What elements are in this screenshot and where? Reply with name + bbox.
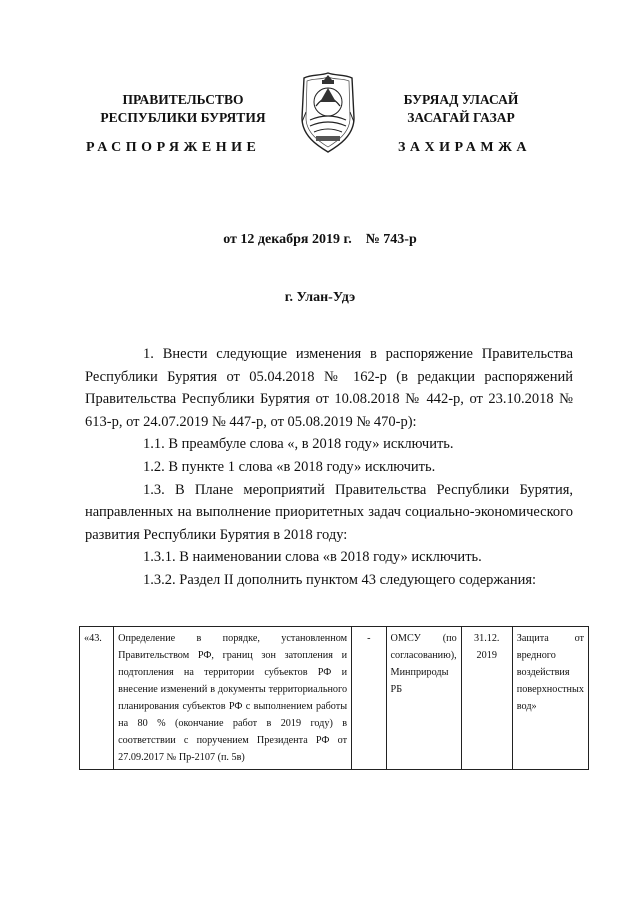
coat-of-arms-icon bbox=[298, 72, 358, 154]
header-right bbox=[366, 91, 556, 127]
gov-name-bur-line2: ЗАСАГАЙ ГАЗАР bbox=[407, 110, 515, 125]
paragraph-1-3-1: 1.3.1. В наименовании слова «в 2018 году» исключить. bbox=[143, 549, 482, 566]
paragraph-1-3-2: 1.3.2. Раздел II дополнить пунктом 43 следующего содержания: bbox=[143, 571, 537, 588]
gov-name-bur-line1: БУРЯАД УЛАСАЙ bbox=[403, 92, 519, 107]
cell-result: Защита от вредного воздействия поверхностных вод» bbox=[512, 627, 588, 770]
cell-dash: - bbox=[352, 627, 386, 770]
cell-number: «43. bbox=[80, 627, 114, 770]
paragraph-1: 1. Внести следующие изменения в распоряжение Правительства Республики Бурятия от 05.04.2018 № 162-р (в редакции распоряжений Правительства Республики Бурятия от 10.08.2018 № 442-р, от 23.10.2018 № 613-р, от 24.07.2019 № 447-р, от 05.08.2019 № 470-р): bbox=[85, 346, 573, 430]
document-body bbox=[85, 343, 573, 592]
header-left bbox=[78, 91, 288, 127]
city: г. Улан-Удэ bbox=[284, 290, 356, 305]
cell-deadline: 31.12. 2019 bbox=[461, 627, 512, 770]
paragraph-1-3: 1.3. В Плане мероприятий Правительства Республики Бурятия, направленных на выполнение приоритетных задач социально-экономического развития Республики Бурятия в 2018 году: bbox=[85, 481, 573, 543]
date-number-line bbox=[0, 232, 640, 248]
doc-type-bur: ЗАХИРАМЖА bbox=[398, 140, 532, 155]
doc-type-ru: РАСПОРЯЖЕНИЕ bbox=[86, 140, 261, 155]
paragraph-1-1: 1.1. В преамбуле слова «, в 2018 году» исключить. bbox=[143, 436, 454, 453]
paragraph-1-2: 1.2. В пункте 1 слова «в 2018 году» исключить. bbox=[143, 458, 436, 475]
cell-event: Определение в порядке, установленном Правительством РФ, границ зон затопления и подтопления на территории субъектов РФ и внесение изменений в документы территориального планирования субъектов РФ с выполнением работы на 80 % (окончание работ в 2019 году) в соответствии с поручением Президента РФ от 27.09.2017 № Пр-2107 (п. 5в) bbox=[114, 627, 352, 770]
cell-executor: ОМСУ (по согласованию), Минприроды РБ bbox=[386, 627, 461, 770]
doc-date: от 12 декабря 2019 г. bbox=[223, 232, 352, 247]
table-row bbox=[80, 627, 589, 770]
plan-table bbox=[79, 626, 589, 770]
gov-name-line2: РЕСПУБЛИКИ БУРЯТИЯ bbox=[100, 110, 266, 125]
gov-name-line1: ПРАВИТЕЛЬСТВО bbox=[122, 92, 244, 107]
doc-number: № 743-р bbox=[365, 232, 417, 247]
